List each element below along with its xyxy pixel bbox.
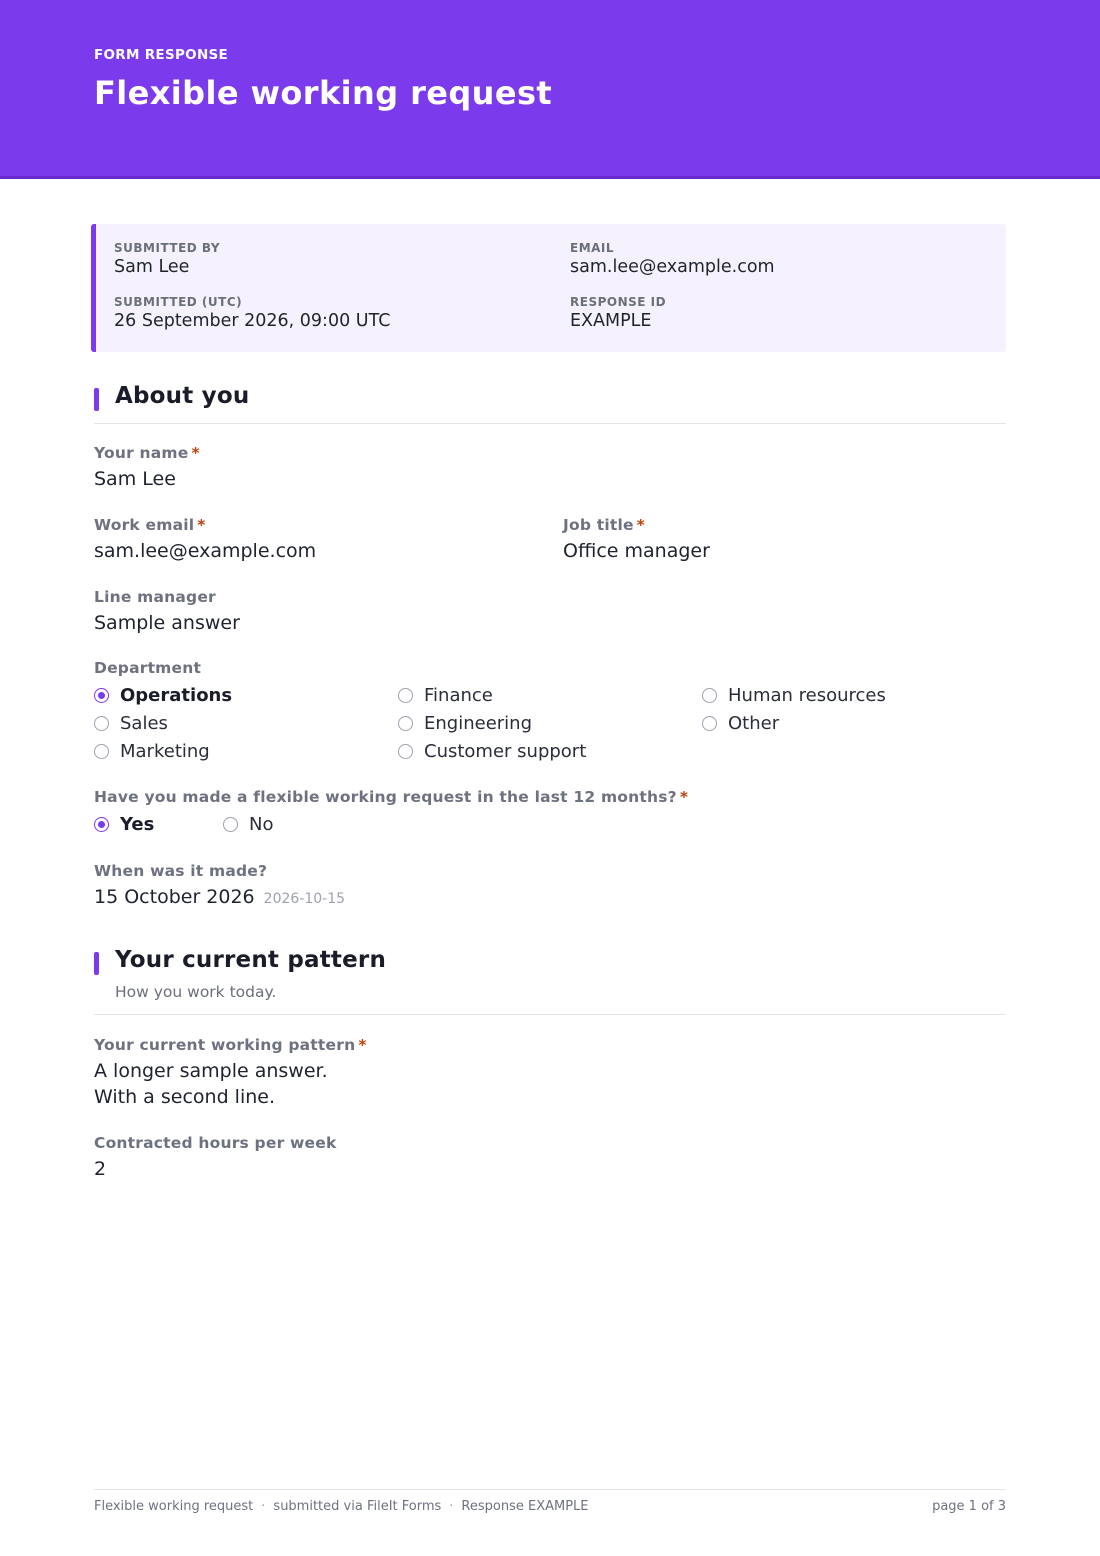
required-marker: * — [679, 788, 689, 806]
radio-empty-icon — [702, 688, 717, 703]
field-value: Sam Lee — [94, 468, 176, 490]
submitted-utc — [114, 295, 390, 331]
page-footer — [94, 1489, 1006, 1514]
footer-info: Flexible working request · submitted via FileIt Forms · Response EXAMPLE — [94, 1499, 589, 1514]
previous-request-option-yes[interactable]: Yes — [94, 814, 154, 835]
field-label: Your current working pattern * — [94, 1036, 367, 1054]
field-label: Your name * — [94, 444, 200, 462]
required-marker: * — [197, 516, 206, 534]
department-option-customer-support[interactable]: Customer support — [398, 741, 586, 762]
footer-via: submitted via FileIt Forms — [273, 1499, 442, 1514]
radio-selected-icon — [94, 817, 109, 832]
radio-empty-icon — [223, 817, 238, 832]
radio-empty-icon — [94, 716, 109, 731]
field-job-title — [563, 516, 710, 562]
field-label: Contracted hours per week — [94, 1134, 337, 1152]
required-marker: * — [191, 444, 200, 462]
submission-meta-card — [91, 224, 1006, 352]
field-label: When was it made? — [94, 862, 268, 880]
section-accent-bar — [94, 952, 99, 975]
submitted-utc-value: 26 September 2026, 09:00 UTC — [114, 311, 391, 331]
section-title: About you — [115, 383, 250, 409]
field-department — [94, 659, 201, 677]
required-marker: * — [636, 516, 645, 534]
submitted-by — [114, 241, 220, 277]
field-label: Job title * — [563, 516, 645, 534]
iso-date: 2026-10-15 — [263, 891, 346, 907]
field-previous-request — [94, 788, 688, 806]
section-accent-bar — [94, 388, 99, 411]
previous-request-option-no[interactable]: No — [223, 814, 273, 835]
required-marker: * — [358, 1036, 367, 1054]
email-label: EMAIL — [570, 241, 615, 255]
radio-empty-icon — [398, 688, 413, 703]
radio-empty-icon — [94, 744, 109, 759]
radio-empty-icon — [702, 716, 717, 731]
submitted-utc-label: SUBMITTED (UTC) — [114, 295, 243, 309]
field-when-made — [94, 862, 345, 908]
field-work-email — [94, 516, 316, 562]
value-line: A longer sample answer. — [94, 1060, 328, 1082]
department-option-other[interactable]: Other — [702, 713, 779, 734]
field-value: sam.lee@example.com — [94, 540, 317, 562]
submitted-by-value: Sam Lee — [114, 257, 190, 277]
response-id — [570, 295, 666, 331]
section-title: Your current pattern — [115, 947, 387, 973]
section-current-pattern — [94, 947, 1006, 1015]
form-header — [0, 0, 1100, 179]
value-line: With a second line. — [94, 1086, 275, 1108]
response-id-value: EXAMPLE — [570, 311, 652, 331]
radio-empty-icon — [398, 716, 413, 731]
department-option-engineering[interactable]: Engineering — [398, 713, 532, 734]
response-id-label: RESPONSE ID — [570, 295, 667, 309]
email-value: sam.lee@example.com — [570, 257, 775, 277]
department-option-finance[interactable]: Finance — [398, 685, 493, 706]
field-value: 2 — [94, 1158, 107, 1180]
footer-form-name: Flexible working request — [94, 1499, 254, 1514]
field-label: Work email * — [94, 516, 206, 534]
field-value: Office manager — [563, 540, 710, 562]
page-number: page 1 of 3 — [932, 1499, 1006, 1514]
radio-empty-icon — [398, 744, 413, 759]
department-option-human-resources[interactable]: Human resources — [702, 685, 886, 706]
section-about-you — [94, 383, 1006, 424]
field-current-pattern — [94, 1036, 367, 1110]
field-label: Department — [94, 659, 202, 677]
submitted-by-label: SUBMITTED BY — [114, 241, 221, 255]
field-label: Line manager — [94, 588, 216, 606]
section-subtitle: How you work today. — [115, 983, 277, 1001]
radio-selected-icon — [94, 688, 109, 703]
field-value: 15 October 2026 2026-10-15 — [94, 886, 346, 908]
field-value: Sample answer — [94, 612, 240, 634]
submitter-email — [570, 241, 775, 277]
department-option-marketing[interactable]: Marketing — [94, 741, 210, 762]
department-option-operations[interactable]: Operations — [94, 685, 232, 706]
footer-response: Response EXAMPLE — [461, 1499, 589, 1514]
department-option-sales[interactable]: Sales — [94, 713, 168, 734]
field-line-manager — [94, 588, 240, 634]
field-label: Have you made a flexible working request in the last 12 months? * — [94, 788, 689, 806]
header-eyebrow: FORM RESPONSE — [94, 47, 229, 63]
field-value — [94, 1058, 367, 1110]
form-title: Flexible working request — [94, 74, 553, 112]
field-your-name — [94, 444, 200, 490]
field-contracted-hours — [94, 1134, 336, 1180]
